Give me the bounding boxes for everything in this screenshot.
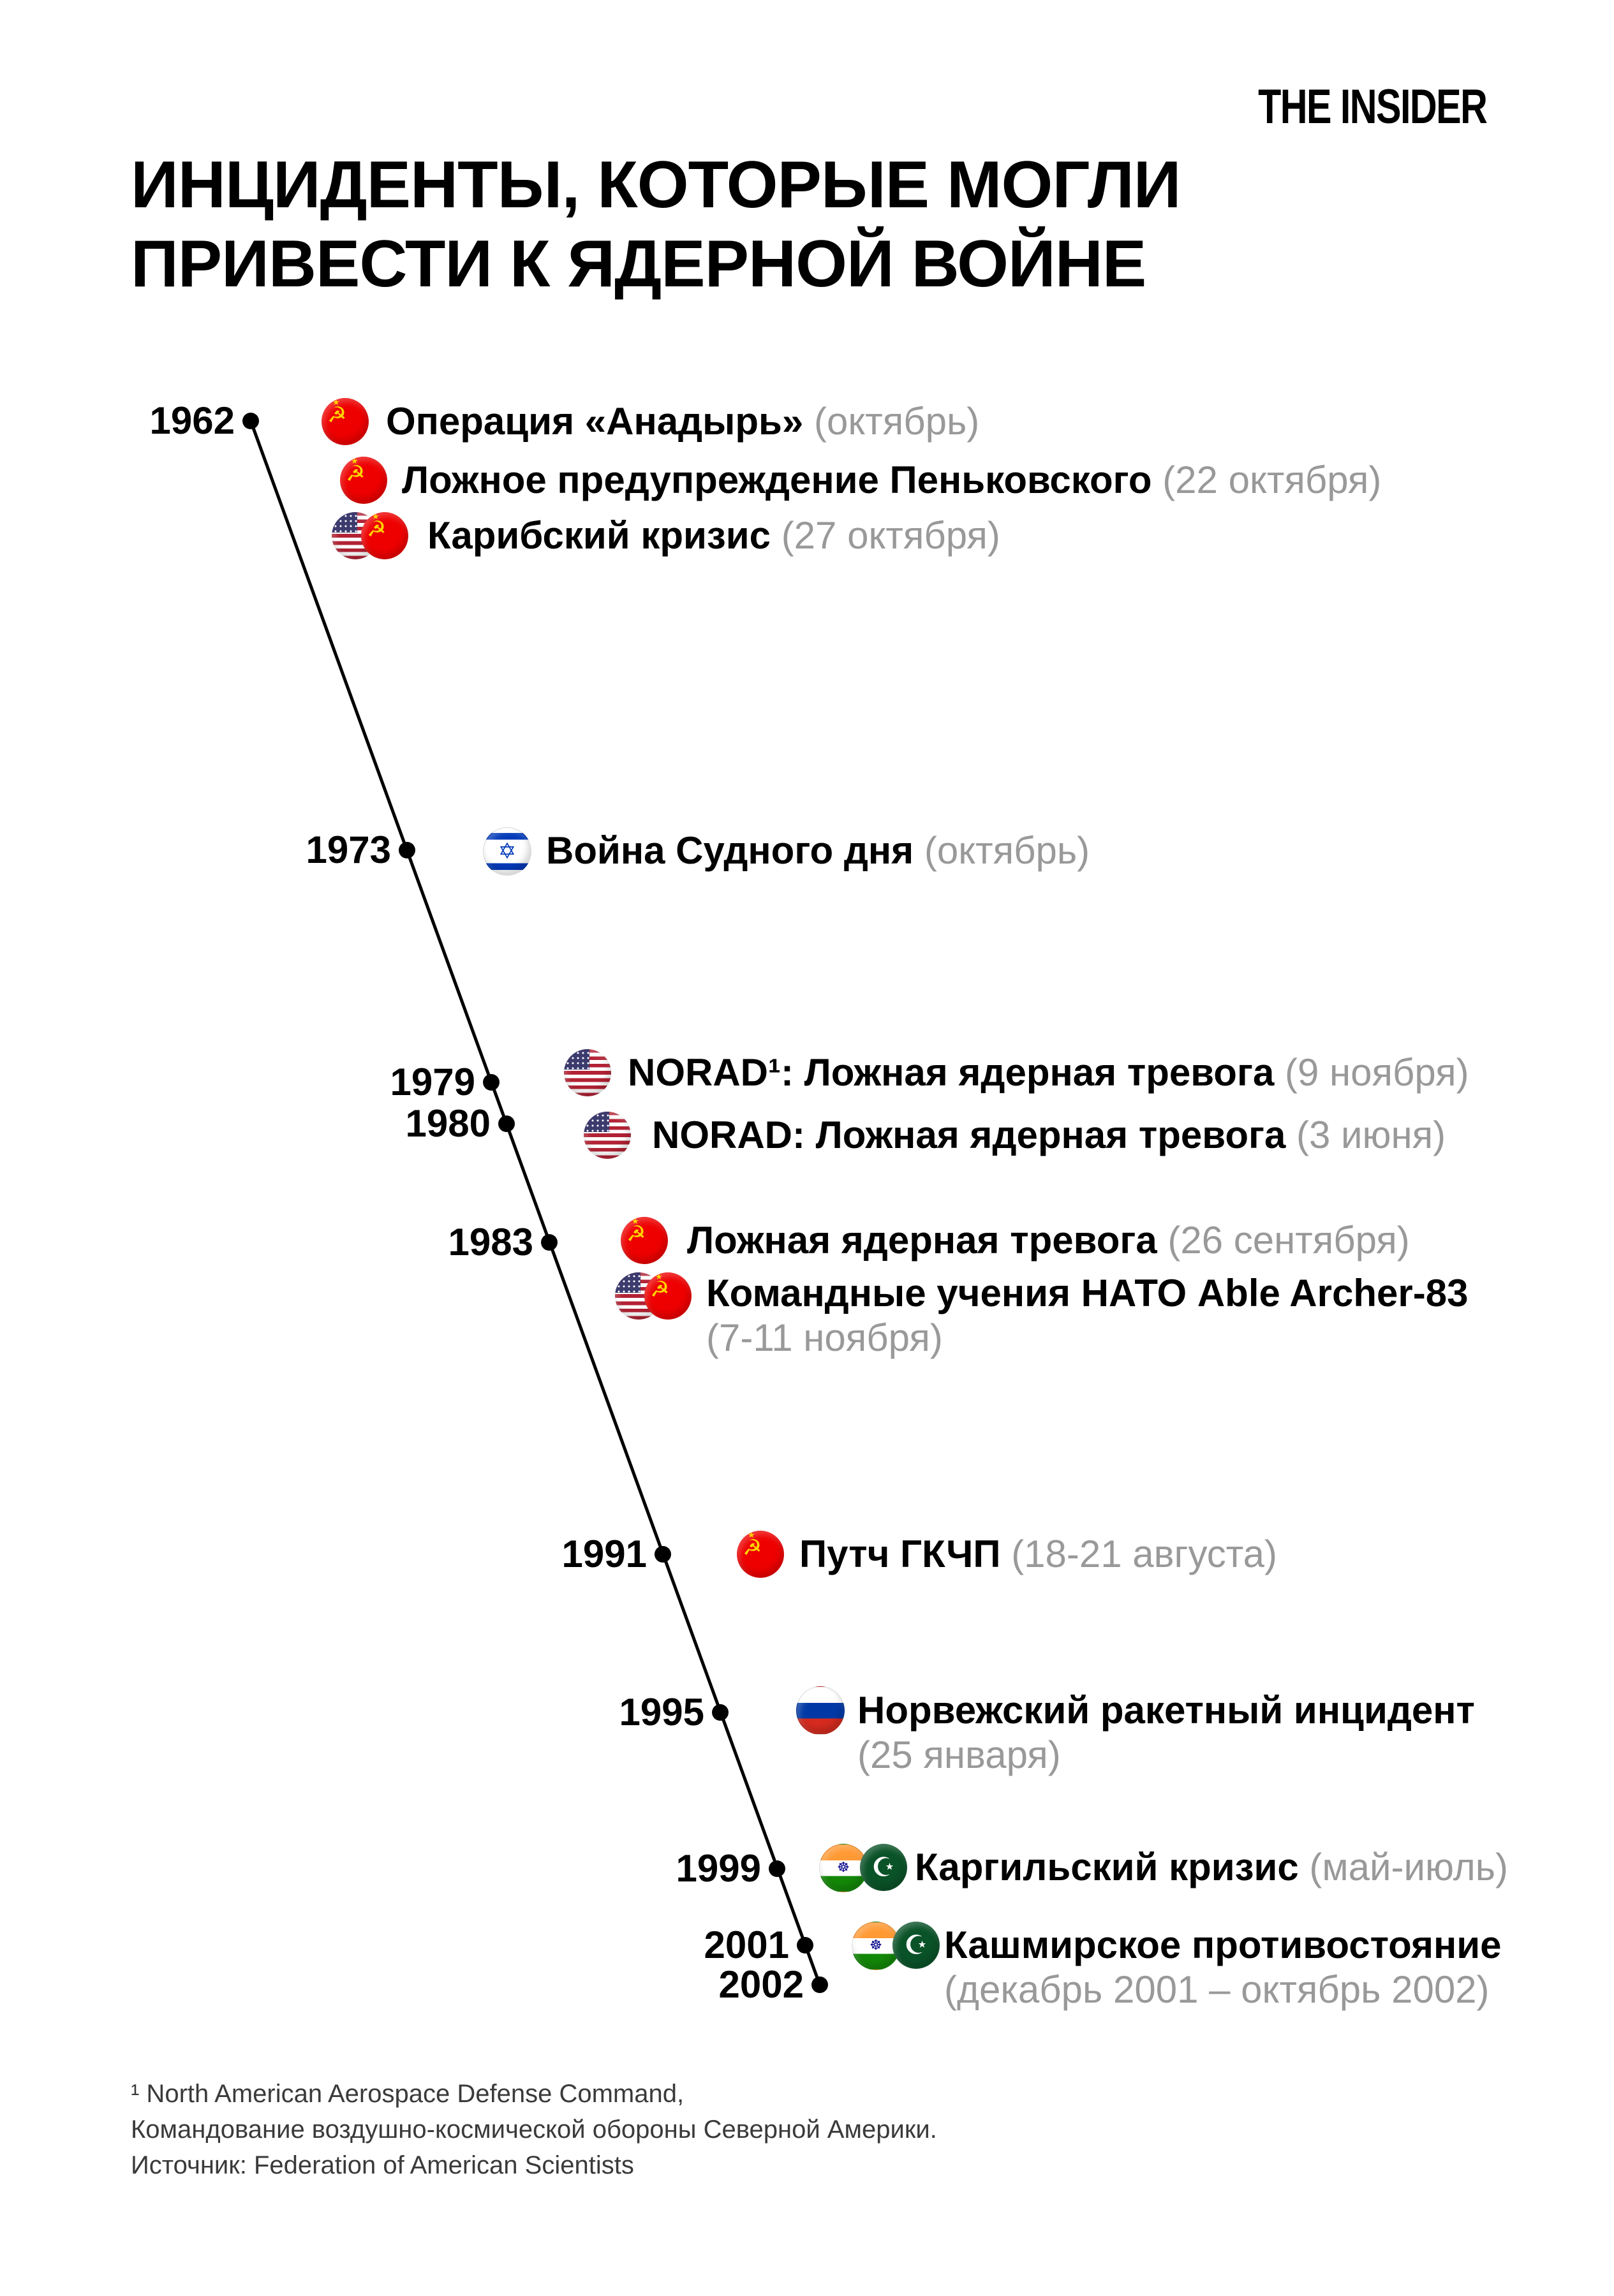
flag-ussr-icon (322, 398, 369, 445)
event-name: Ложная ядерная тревога (687, 1219, 1157, 1262)
timeline-dot-2002 (811, 1976, 828, 1993)
timeline-dot-1991 (655, 1546, 671, 1563)
footnote-line-1: ¹ North American Aerospace Defense Command, (131, 2080, 685, 2108)
timeline-dot-1979 (483, 1074, 500, 1091)
title-line-1: ИНЦИДЕНТЫ, КОТОРЫЕ МОГЛИ (131, 148, 1181, 222)
footnote-line-2: Командование воздушно-космической обороны Северной Америки. (131, 2116, 937, 2144)
event-date: (26 сентября) (1167, 1219, 1410, 1262)
event-flags (564, 1049, 611, 1096)
event-flags (584, 1112, 631, 1159)
event-name: Норвежский ракетный инцидент (857, 1689, 1475, 1732)
source-line: Источник: Federation of American Scientists (131, 2151, 634, 2179)
event-date: (27 октября) (781, 514, 1000, 557)
event-flags (332, 512, 408, 559)
year-label-1991: 1991 (561, 1533, 647, 1575)
event-text (687, 1218, 1410, 1263)
flag-pakistan-icon (892, 1922, 940, 1969)
year-label-1962: 1962 (149, 399, 235, 442)
event-date: (октябрь) (924, 829, 1090, 872)
flag-russia-icon (796, 1686, 845, 1735)
event-text (427, 513, 1000, 558)
event-text (652, 1113, 1446, 1158)
event-name: Кашмирское противостояние (944, 1924, 1502, 1966)
timeline-dot-1962 (242, 413, 259, 429)
event-flags (621, 1217, 668, 1264)
event-name: Ложное предупреждение Пеньковского (402, 459, 1152, 501)
flag-pakistan-icon (860, 1844, 907, 1891)
year-label-1980: 1980 (405, 1102, 491, 1145)
event-flags (819, 1844, 907, 1892)
flag-israel-icon (483, 827, 531, 876)
event-flags (340, 457, 387, 504)
timeline-dot-1980 (498, 1115, 515, 1132)
flag-ussr-icon (340, 457, 387, 504)
flag-ussr-icon (737, 1531, 784, 1578)
footnote (131, 2076, 937, 2183)
event-text (799, 1532, 1277, 1577)
event-flags (483, 827, 531, 876)
timeline-dot-1995 (712, 1704, 729, 1721)
flag-ussr-icon (361, 512, 408, 559)
event-text (386, 399, 979, 444)
event-date: (октябрь) (813, 400, 980, 443)
event-flags (737, 1531, 784, 1578)
event-name: Операция «Анадырь» (386, 400, 804, 443)
event-date: (9 ноября) (1285, 1051, 1469, 1094)
event-flags (796, 1686, 845, 1735)
event-flags (852, 1922, 940, 1970)
event-date: (декабрь 2001 – октябрь 2002) (944, 1968, 1490, 2011)
year-label-1983: 1983 (448, 1221, 533, 1263)
event-text (546, 828, 1090, 873)
year-label-2001: 2001 (704, 1924, 789, 1966)
year-label-2002: 2002 (718, 1963, 804, 2006)
event-text (402, 458, 1381, 503)
year-label-1995: 1995 (619, 1691, 704, 1733)
event-flags (615, 1272, 692, 1320)
year-label-1999: 1999 (676, 1847, 761, 1890)
event-text (944, 1923, 1502, 2012)
year-label-1973: 1973 (306, 828, 391, 871)
timeline-dot-1999 (769, 1860, 785, 1877)
event-text (628, 1050, 1469, 1095)
event-name: Война Судного дня (546, 829, 914, 872)
event-name: Путч ГКЧП (799, 1533, 1001, 1575)
title-line-2: ПРИВЕСТИ К ЯДЕРНОЙ ВОЙНЕ (131, 227, 1146, 301)
event-flags (322, 398, 369, 445)
brand-logo: THE INSIDER (1257, 80, 1486, 134)
event-date: (май-июль) (1309, 1846, 1508, 1888)
timeline-dot-1983 (541, 1234, 558, 1251)
event-name: NORAD¹: Ложная ядерная тревога (628, 1051, 1275, 1094)
event-text (915, 1845, 1508, 1890)
event-name: Каргильский кризис (915, 1846, 1299, 1888)
flag-ussr-icon (644, 1272, 692, 1320)
event-date: (22 октября) (1162, 459, 1382, 501)
flag-usa-icon (564, 1049, 611, 1096)
flag-ussr-icon (621, 1217, 668, 1264)
event-text (706, 1271, 1468, 1360)
flag-usa-icon (584, 1112, 631, 1159)
event-name: Командные учения НАТО Able Archer-83 (706, 1272, 1469, 1314)
event-date: (7-11 ноября) (706, 1316, 943, 1359)
timeline-dot-2001 (797, 1937, 813, 1954)
year-label-1979: 1979 (390, 1061, 475, 1103)
timeline-dot-1973 (399, 842, 415, 858)
event-date: (25 января) (857, 1733, 1061, 1776)
event-text (857, 1688, 1475, 1777)
event-name: NORAD: Ложная ядерная тревога (652, 1114, 1286, 1156)
event-date: (18-21 августа) (1011, 1533, 1277, 1575)
event-date: (3 июня) (1296, 1114, 1446, 1156)
event-name: Карибский кризис (427, 514, 771, 557)
